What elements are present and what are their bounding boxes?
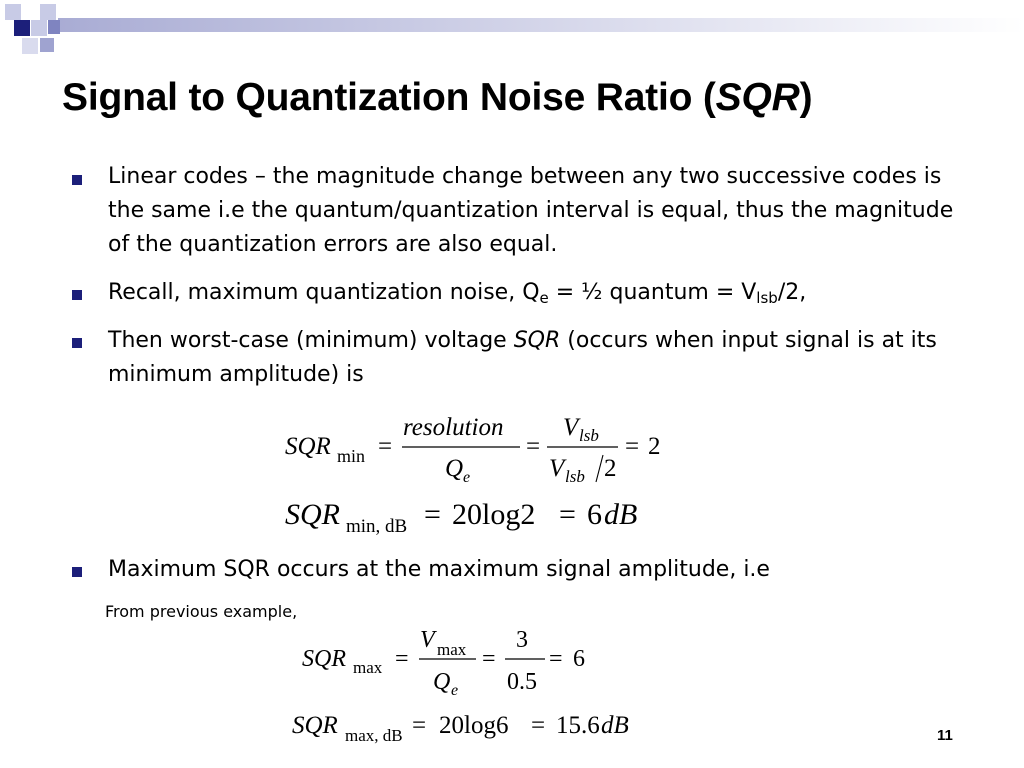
frac-denominator: Q [433,669,451,695]
frac-denominator: 2 [604,455,617,482]
equals-sign: = [625,433,640,460]
bullet-text [108,276,978,310]
equals-sign: = [526,433,541,460]
eq-unit: dB [604,498,638,531]
title-italic: SQR [715,76,800,119]
bullet-text-part: = ½ quantum = V [548,280,757,305]
eq-result: 6 [573,646,585,672]
equals-sign: = [482,646,496,672]
eq-subscript: lsb [579,426,599,445]
eq-subscript: max [353,658,383,677]
bullet-text-italic: SQR [513,328,561,353]
equation-sqr-min [285,414,661,486]
bullet-marker [72,175,82,185]
eq-term: 20log2 [452,498,536,531]
bullet-text-part: /2, [777,280,807,305]
equation-sqr-max [302,627,585,699]
eq-result: 6 [587,498,602,531]
frac-numerator: V [420,627,435,653]
equation-sqr-min-db [285,498,637,537]
equals-sign: = [549,646,563,672]
eq-subscript: lsb [565,467,585,486]
eq-subscript: max, dB [345,726,403,745]
bullet-text-part: Then worst-case (minimum) voltage [108,328,514,353]
subscript: e [539,289,549,307]
frac-denominator: Q [445,455,464,482]
eq-lhs: SQR [285,433,331,460]
bullet-marker [72,338,82,348]
subscript: lsb [756,289,778,307]
bullet-text: Linear codes – the magnitude change between any two successive codes is the same i.e the quantum/quantization interval is equal, thus the magnitude of the quantization errors are also equal. [108,164,954,257]
eq-lhs: SQR [302,646,346,672]
bullet-text: Maximum SQR occurs at the maximum signal amplitude, i.e [108,557,770,582]
frac-numerator: V [563,414,579,441]
eq-subscript: e [463,469,471,486]
frac-numerator: 3 [516,627,528,653]
equals-sign: = [395,646,409,672]
eq-term: 20log6 [439,712,509,739]
eq-lhs: SQR [285,498,340,531]
equals-sign: = [559,498,576,531]
equals-sign: = [424,498,441,531]
eq-subscript: max [437,640,467,659]
page-number: 11 [937,727,953,744]
slash [596,455,603,482]
frac-denominator: 0.5 [507,669,537,695]
bullet-text-part: (occurs when input signal is at its minimum amplitude) is [108,328,937,387]
equals-sign: = [412,712,427,739]
eq-lhs: SQR [292,712,338,739]
eq-subscript: e [451,682,459,699]
equals-sign: = [378,433,393,460]
eq-unit: dB [601,712,629,739]
title-close: ) [799,76,813,119]
bullet-marker [72,290,82,300]
frac-numerator: resolution [403,414,504,441]
note-text: From previous example, [105,602,298,621]
slide-title [62,76,812,120]
frac-denominator: V [549,455,565,482]
equals-sign: = [531,712,546,739]
title-text: Signal to Quantization Noise Ratio ( [62,76,716,119]
bullet-text [108,324,978,392]
header-decoration [0,0,1024,60]
bullet-text-part: Recall, maximum quantization noise, Q [108,280,540,305]
eq-result: 2 [648,433,661,460]
eq-result: 15.6 [556,712,600,739]
eq-subscript: min, dB [346,516,408,537]
equation-sqr-max-db [292,712,629,745]
bullet-marker [72,567,82,577]
eq-subscript: min [337,446,366,466]
